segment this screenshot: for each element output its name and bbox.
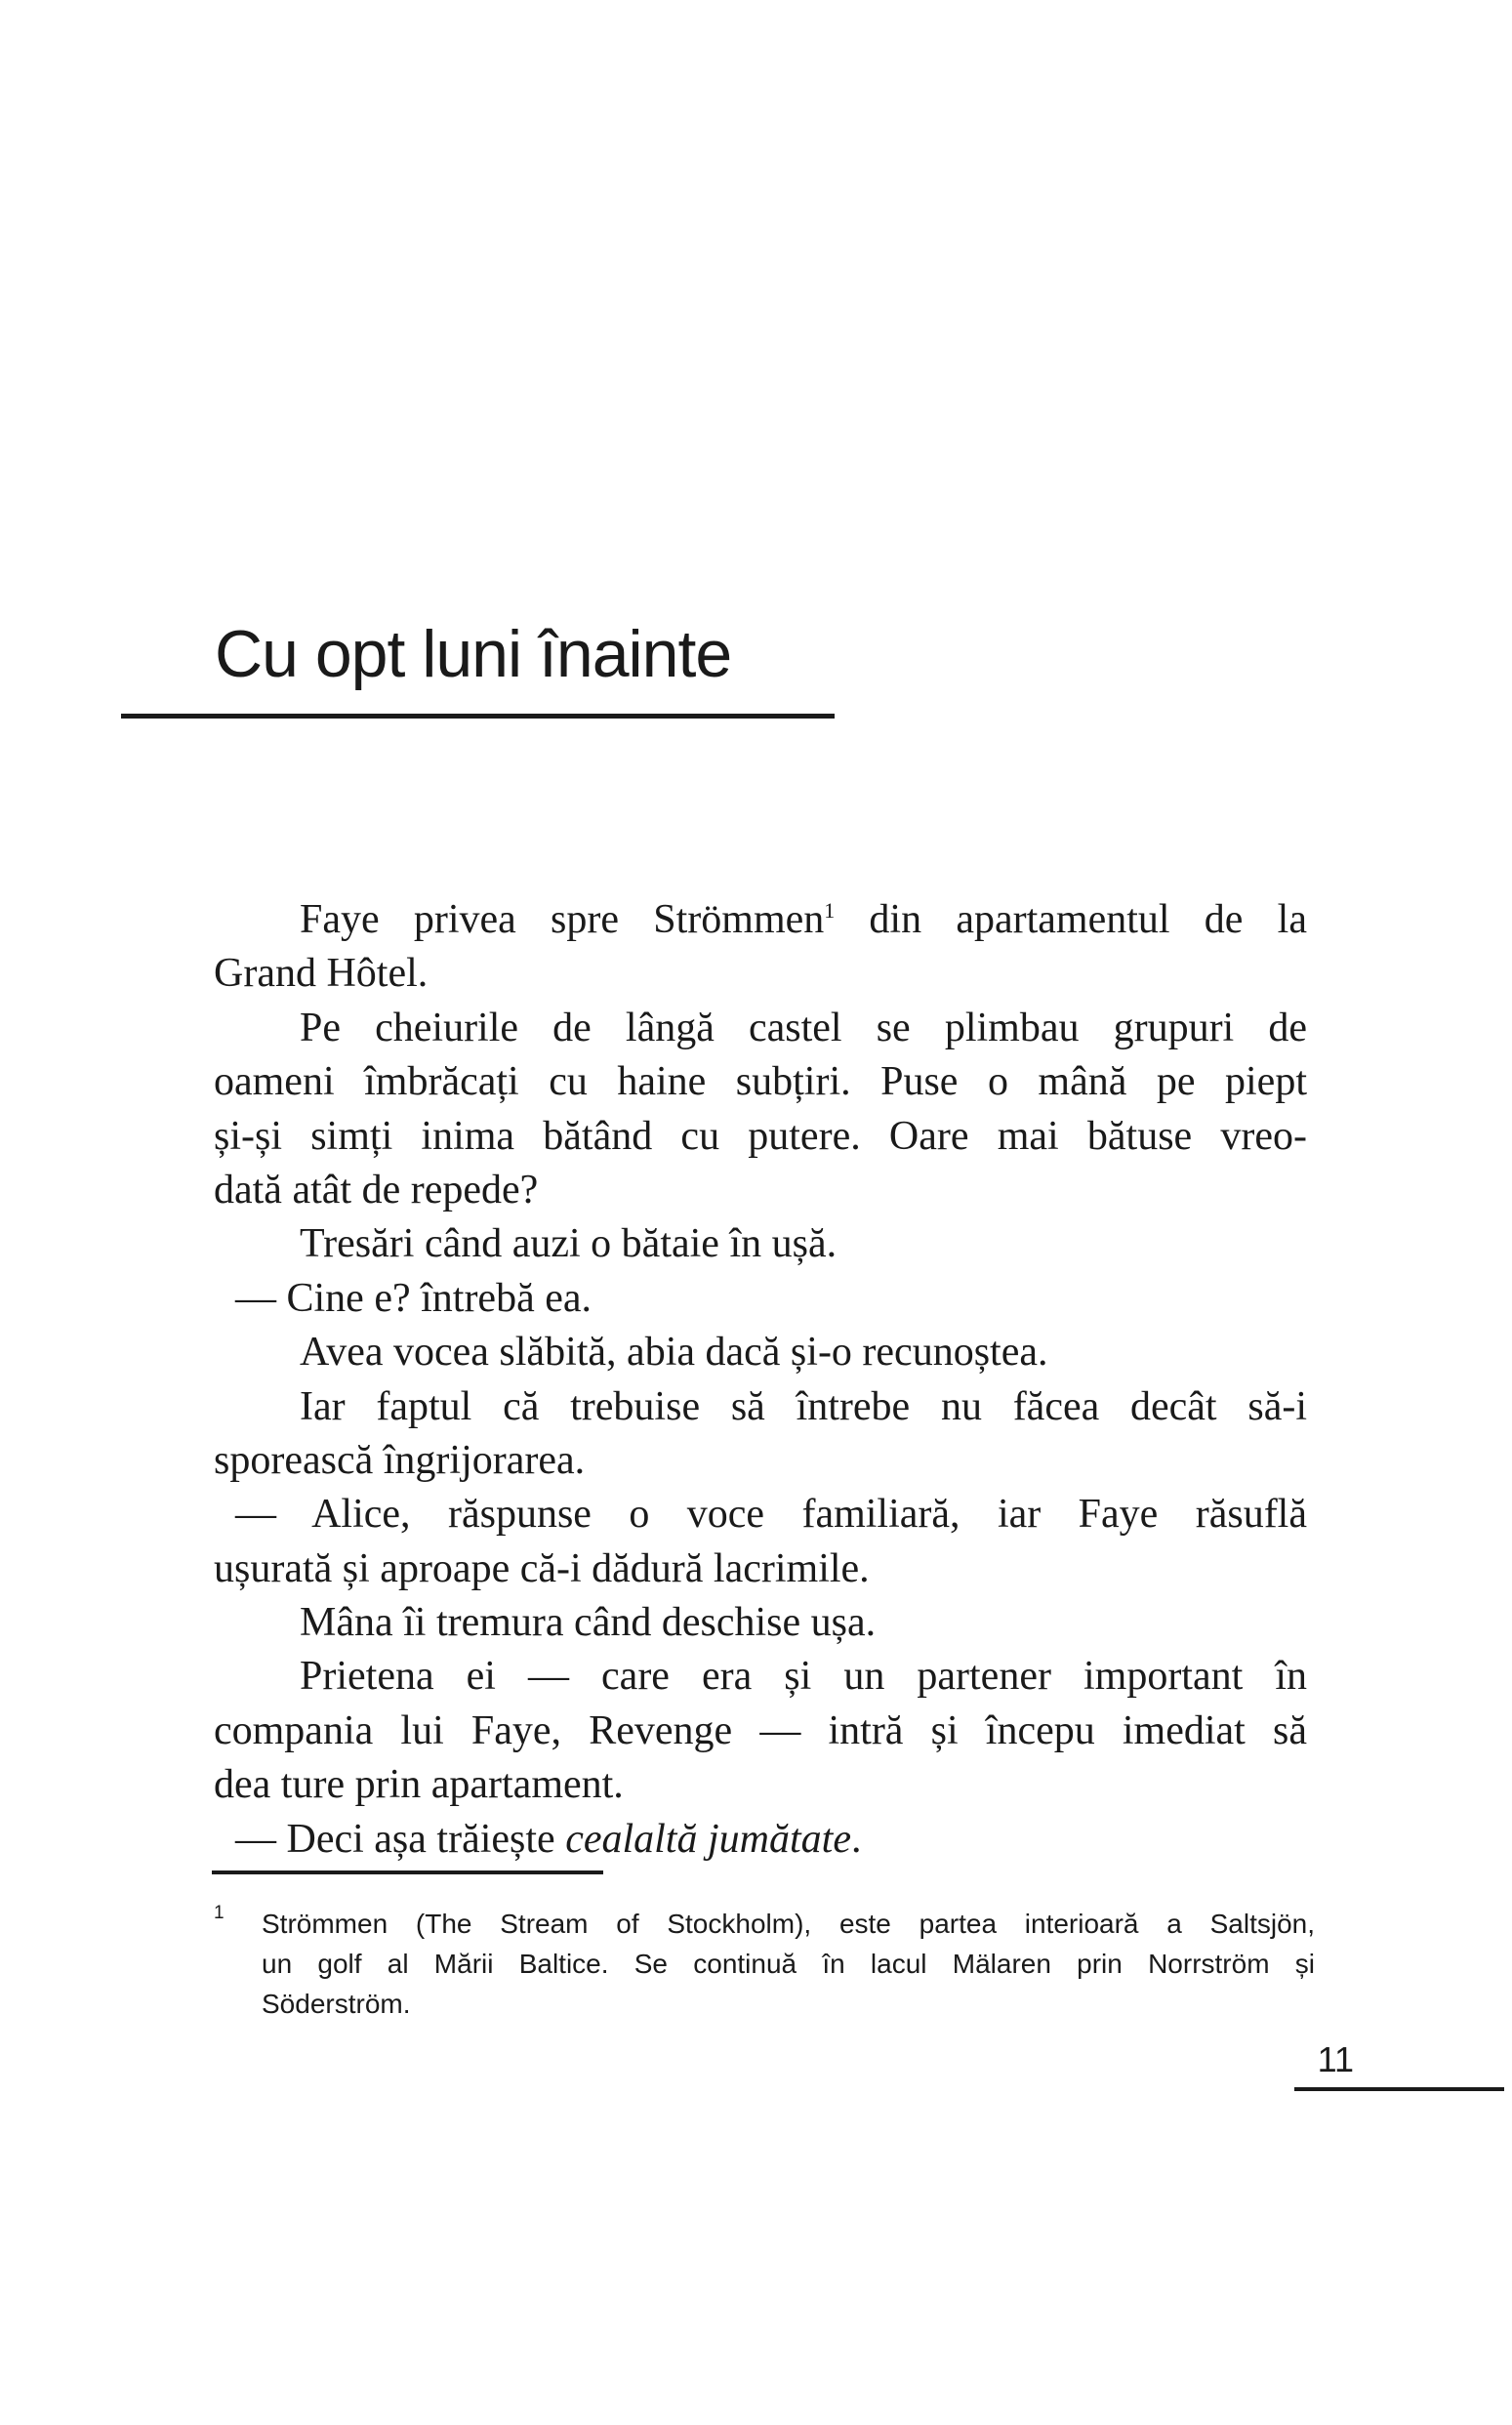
body-line xyxy=(214,1002,1307,1055)
body-text: Pe cheiurile de lângă castel se plimbau grupuri de xyxy=(300,1005,1307,1050)
body-text: — Deci așa trăiește xyxy=(235,1816,566,1862)
body-line xyxy=(214,1380,1307,1434)
body-line xyxy=(214,1164,1307,1217)
italic-phrase: cealaltă jumătate xyxy=(565,1816,851,1862)
body-line xyxy=(214,1326,1307,1379)
body-line xyxy=(214,1650,1307,1704)
footnote xyxy=(214,1904,1315,2024)
body-line xyxy=(214,1488,1307,1541)
body-line xyxy=(214,893,1307,947)
body-line xyxy=(214,1758,1307,1812)
body-text-block xyxy=(214,893,1307,1867)
body-text: Avea vocea slăbită, abia dacă și-o recunoștea. xyxy=(300,1330,1048,1376)
body-line xyxy=(214,1434,1307,1488)
footnote-reference: 1 xyxy=(824,899,836,923)
body-text: — Cine e? întrebă ea. xyxy=(235,1275,592,1321)
body-text: — Alice, răspunse o voce familiară, iar Faye răsuflă xyxy=(235,1492,1307,1538)
body-text: oameni îmbrăcați cu haine subțiri. Puse o mână pe piept xyxy=(214,1059,1307,1105)
body-line xyxy=(214,947,1307,1001)
footnote-line: un golf al Mării Baltice. Se continuă în lacul Mälaren prin Norrström și xyxy=(262,1949,1315,1979)
footnote-line: Strömmen (The Stream of Stockholm), este partea interioară a Saltsjön, xyxy=(262,1909,1315,1939)
body-text: Iar faptul că trebuise să întrebe nu făcea decât să-i xyxy=(300,1383,1307,1429)
page-number-rule xyxy=(1294,2087,1504,2091)
body-line xyxy=(214,1110,1307,1164)
body-text: compania lui Faye, Revenge — intră și începu imediat să xyxy=(214,1707,1307,1753)
body-line xyxy=(214,1217,1307,1271)
heading-rule xyxy=(121,714,835,719)
chapter-title: Cu opt luni înainte xyxy=(215,617,732,691)
body-text: ușurată și aproape că-i dădură lacrimile. xyxy=(214,1545,870,1591)
body-text: Mâna îi tremura când deschise ușa. xyxy=(300,1600,877,1646)
body-text: Prietena ei — care era și un partener important în xyxy=(300,1654,1307,1700)
body-text: dea ture prin apartament. xyxy=(214,1762,624,1808)
body-line xyxy=(214,1596,1307,1650)
body-text: dată atât de repede? xyxy=(214,1167,539,1212)
body-line xyxy=(214,1542,1307,1596)
body-text: Faye privea spre Strömmen xyxy=(300,897,825,942)
body-text: și-și simți inima bătând cu putere. Oare mai bătuse vreo- xyxy=(214,1113,1307,1159)
body-line xyxy=(214,1705,1307,1758)
footnote-text xyxy=(214,1904,1315,2024)
body-line xyxy=(214,1813,1307,1867)
body-line xyxy=(214,1055,1307,1109)
body-text: Grand Hôtel. xyxy=(214,951,429,997)
body-line xyxy=(214,1272,1307,1326)
footnote-line: Söderström. xyxy=(262,1989,411,2019)
page-number: 11 xyxy=(1317,2039,1354,2079)
footnote-separator xyxy=(212,1870,603,1874)
body-text: Tresări când auzi o bătaie în ușă. xyxy=(300,1221,838,1267)
body-text: sporească îngrijorarea. xyxy=(214,1437,586,1483)
footnote-marker: 1 xyxy=(214,1903,225,1923)
body-text: din apartamentul de la xyxy=(835,897,1307,942)
body-text: . xyxy=(850,1816,862,1862)
